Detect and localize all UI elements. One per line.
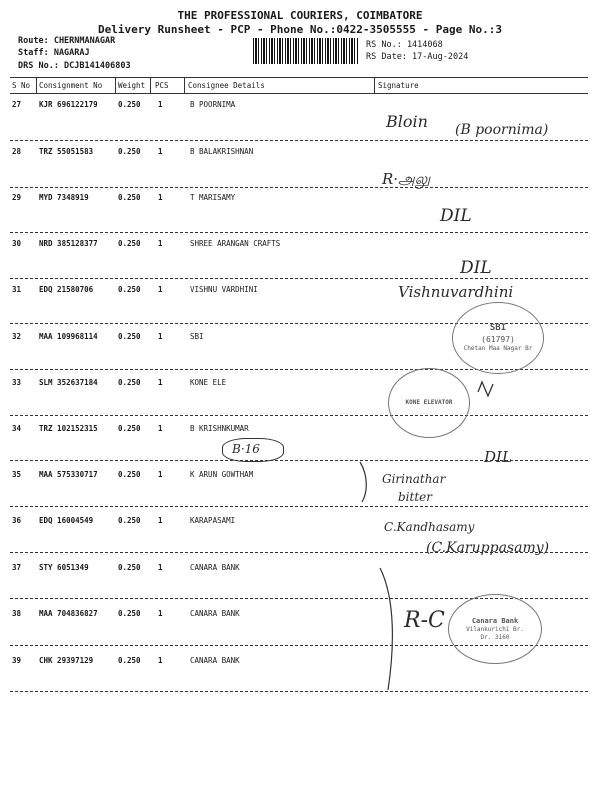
row-sno: 39 [12,656,22,665]
header-sno: S No [12,81,31,90]
row-sno: 31 [12,285,22,294]
header-pcs: PCS [155,81,169,90]
row-consignment: MYD 7348919 [39,193,89,202]
row-weight: 0.250 [118,470,141,479]
sbi-stamp-code: (61797) [481,334,515,344]
note-34: B·16 [232,442,260,456]
rs-date: RS Date: 17-Aug-2024 [366,52,469,62]
row-weight: 0.250 [118,424,141,433]
header-weight: Weight [118,81,146,90]
row-consignee: CANARA BANK [190,656,240,665]
canara-stamp-branch: Vilankurichi Br. [466,625,524,633]
drs-number: DRS No.: DCJB141406803 [18,61,131,71]
row-weight: 0.250 [118,332,141,341]
row-consignee: K ARUN GOWTHAM [190,470,254,479]
signature-27: Bloin [386,112,428,131]
signature-35-b: bitter [398,490,433,504]
bracket-stroke [360,462,366,502]
row-sno: 30 [12,239,22,248]
header-consignment: Consignment No [39,81,103,90]
signature-31: Vishnuvardhini [398,283,514,301]
signature-34: DIL [484,448,512,466]
row-consignment: CHK 29397129 [39,656,94,665]
row-weight: 0.250 [118,656,141,665]
row-consignment: TRZ 102152315 [39,424,98,433]
row-consignment: EDQ 21580706 [39,285,94,294]
signature-29: DIL [440,206,472,226]
kone-stamp-text: KONE ELEVATOR [405,399,453,407]
row-pcs: 1 [158,239,163,248]
canara-stamp-name: Canara Bank [471,616,519,625]
row-pcs: 1 [158,656,163,665]
row-weight: 0.250 [118,239,141,248]
row-consignment: MAA 575330717 [39,470,98,479]
sbi-stamp-brand: SBI [489,323,507,334]
row-weight: 0.250 [118,609,141,618]
row-pcs: 1 [158,516,163,525]
row-weight: 0.250 [118,516,141,525]
header-signature: Signature [378,81,419,90]
row-consignment: KJR 696122179 [39,100,98,109]
row-weight: 0.250 [118,285,141,294]
row-consignee: KONE ELE [190,378,227,387]
row-weight: 0.250 [118,100,141,109]
signature-38: R-C [404,608,445,633]
row-consignee: KARAPASAMI [190,516,236,525]
row-weight: 0.250 [118,147,141,156]
header-consignee: Consignee Details [188,81,265,90]
row-consignee: VISHNU VARDHINI [190,285,258,294]
row-pcs: 1 [158,332,163,341]
row-pcs: 1 [158,609,163,618]
row-sno: 33 [12,378,22,387]
row-weight: 0.250 [118,193,141,202]
kone-sign-stroke [478,382,493,396]
signature-30: DIL [460,258,492,278]
row-pcs: 1 [158,193,163,202]
row-consignment: STY 6051349 [39,563,89,572]
row-consignee: SBI [190,332,204,341]
row-pcs: 1 [158,563,163,572]
row-consignment: SLM 352637184 [39,378,98,387]
row-consignee: T MARISAMY [190,193,236,202]
row-sno: 38 [12,609,22,618]
row-consignee: CANARA BANK [190,563,240,572]
signature-27-name: (B poornima) [455,122,549,138]
bracket-stroke [380,568,392,690]
canara-stamp-code: Dr. 3160 [480,633,510,641]
rs-number: RS No.: 1414068 [366,40,443,50]
company-title: THE PROFESSIONAL COURIERS, COIMBATORE [177,9,423,22]
sbi-stamp-branch: Chetan Maa Nagar Br [463,345,533,353]
row-sno: 34 [12,424,22,433]
signature-35: Girinathar [382,472,446,486]
row-weight: 0.250 [118,378,141,387]
row-sno: 36 [12,516,22,525]
row-pcs: 1 [158,100,163,109]
signature-28: R·அலு [382,170,431,188]
row-consignment: TRZ 55051583 [39,147,94,156]
row-consignee: CANARA BANK [190,609,240,618]
row-consignee: SHREE ARANGAN CRAFTS [190,239,281,248]
row-pcs: 1 [158,378,163,387]
staff-label: Staff: NAGARAJ [18,48,90,58]
row-consignment: NRD 385128377 [39,239,98,248]
row-sno: 28 [12,147,22,156]
row-pcs: 1 [158,470,163,479]
row-consignee: B BALAKRISHNAN [190,147,254,156]
row-weight: 0.250 [118,563,141,572]
signature-36: C.Kandhasamy [384,520,475,534]
row-pcs: 1 [158,147,163,156]
row-sno: 32 [12,332,22,341]
row-sno: 35 [12,470,22,479]
signature-36-name: (C.Karuppasamy) [426,540,550,556]
row-consignee: B KRISHNKUMAR [190,424,249,433]
row-consignment: EDQ 16004549 [39,516,94,525]
row-sno: 29 [12,193,22,202]
row-sno: 37 [12,563,22,572]
row-pcs: 1 [158,424,163,433]
row-sno: 27 [12,100,22,109]
runsheet-title: Delivery Runsheet - PCP - Phone No.:0422-3505555 - Page No.:3 [98,23,502,36]
row-consignment: MAA 109968114 [39,332,98,341]
row-pcs: 1 [158,285,163,294]
row-consignee: B POORNIMA [190,100,236,109]
route-label: Route: CHERNMANAGAR [18,36,116,46]
row-consignment: MAA 704836827 [39,609,98,618]
